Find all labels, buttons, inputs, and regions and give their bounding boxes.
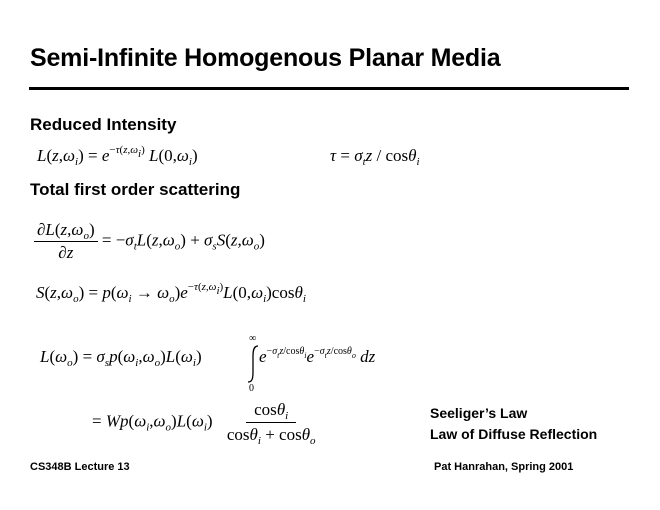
total-first-order-heading: Total first order scattering [30, 180, 241, 199]
svg-text:∞: ∞ [249, 333, 257, 344]
seeliger-law-equation: = $Wp(\omega_i,\omega_o)L(\omega_i)$ $\frac{\cos\theta_i}{\cos\theta_i + \cos\theta_o}$ [92, 400, 316, 447]
footer-right: Pat Hanrahan, Spring 2001 [434, 461, 574, 473]
source-term-equation: $S(z,\omega_o) = p(\omega_i \to \omega_o)e^{-\tau(z,\omega_i)}L(0,\omega_i)\cos\theta_i$ [36, 281, 306, 305]
title-divider [29, 87, 629, 90]
reduced-intensity-equation: $L(z,\omega_i) = e^{-\tau(z,\omega_i)}$ $L(0,\omega_i)$ [37, 144, 198, 168]
first-order-integral-equation: $L(\omega_o) = \sigma_sp(\omega_i,\omega_o)L(\omega_i)$ [40, 347, 202, 369]
law-notes [430, 403, 597, 445]
footer-left: CS348B Lecture 13 [30, 461, 130, 473]
note-diffuse-reflection: Law of Diffuse Reflection [430, 426, 598, 442]
svg-text:0: 0 [249, 383, 254, 392]
integrand: $e^{-\sigma_tz/cos\theta_i}e^{-\sigma_tz/cos\theta_o}$ dz [259, 346, 376, 366]
optical-depth-equation: $\tau = \sigma_tz / \cos\theta_i$ [330, 146, 420, 168]
transport-equation: $\frac{\partial L(z,\omega_o)}{\partial z}$ = $-\sigma_tL(z,\omega_o) + \sigma_sS(z,\omega_o)$ [34, 220, 265, 263]
slide-title: Semi-Infinite Homogenous Planar Media [30, 44, 501, 72]
reduced-intensity-heading: Reduced Intensity [30, 115, 177, 134]
note-seeliger: Seeliger’s Law [430, 405, 528, 421]
